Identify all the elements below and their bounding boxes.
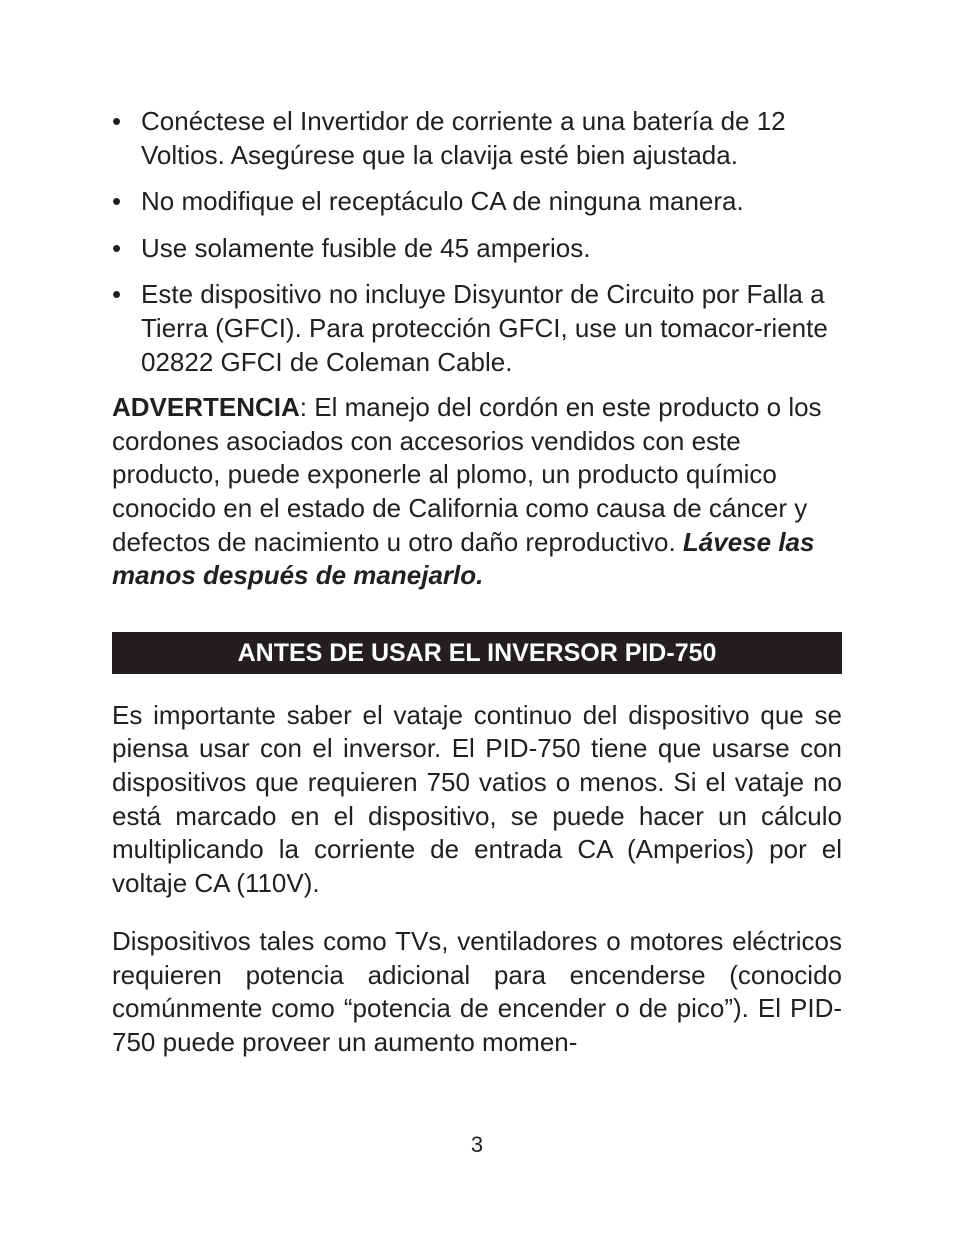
document-page [112,105,842,1060]
list-item-text: Conéctese el Invertidor de corriente a una batería de 12 Voltios. Asegúrese que la clavija esté bien ajustada. [141,106,786,170]
bullet-glyph: • [112,232,122,263]
list-item [112,105,842,172]
list-item [112,232,842,266]
bullet-glyph: • [112,186,122,217]
list-item [112,185,842,219]
section-heading: ANTES DE USAR EL INVERSOR PID-750 [112,632,842,674]
warning-emphasis: Lávese las manos después de manejarlo. [112,526,815,591]
warning-body: : El manejo del cordón en este producto o los cordones asociados con accesorios vendidos con este producto, puede exponerle al plomo, un producto químico conocido en el estado de California como causa de cáncer y defectos de nacimiento u otro daño reproductivo. [112,392,822,557]
warning-paragraph [112,391,842,593]
list-item-text: No modifique el receptáculo CA de ninguna manera. [141,186,744,217]
bullet-glyph: • [112,279,122,310]
bullet-glyph: • [112,106,122,136]
warning-label: ADVERTENCIA [112,392,300,423]
body-paragraph: Dispositivos tales como TVs, ventiladores o motores eléctricos requieren potencia adicional para encenderse (conocido comúnmente como “potencia de encender o de pico”). El PID-750 puede proveer un aumento momen- [112,926,842,1058]
list-item-text: Use solamente fusible de 45 amperios. [141,232,591,263]
instruction-list [112,105,842,379]
list-item-text: Este dispositivo no incluye Disyuntor de Circuito por Falla a Tierra (GFCI). Para protección GFCI, use un tomacor-riente 02822 GFCI de Coleman Cable. [141,279,828,377]
list-item [112,278,842,379]
page-number: 3 [470,1132,484,1157]
body-paragraph: Es importante saber el vataje continuo del dispositivo que se piensa usar con el inversor. El PID-750 tiene que usarse con dispositivos que requieren 750 vatios o menos. Si el vataje no está marcado en el dispositivo, se puede hacer un cálculo multiplicando la corriente de entrada CA (Amperios) por el voltaje CA (110V). [112,699,842,898]
